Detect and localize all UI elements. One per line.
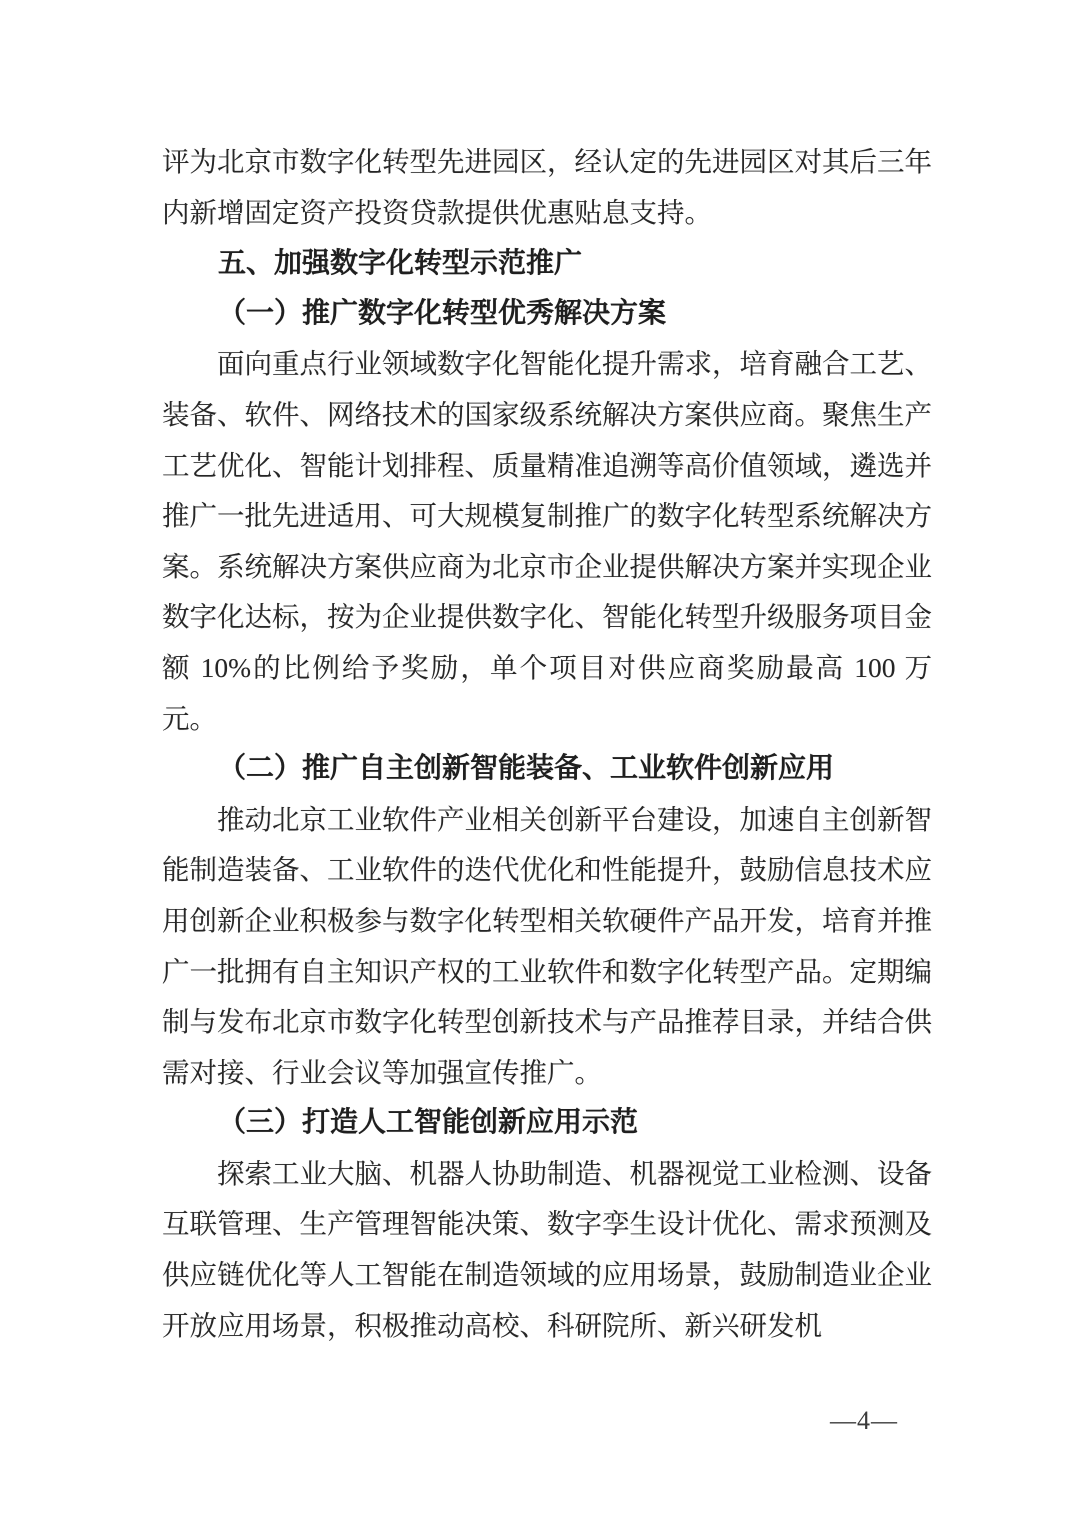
paragraph-solution-promotion: 面向重点行业领域数字化智能化提升需求，培育融合工艺、装备、软件、网络技术的国家级系统解决方案供应商。聚焦生产工艺优化、智能计划排程、质量精准追溯等高价值领域，遴选并推广一批先进适用、可大规模复制推广的数字化转型系统解决方案。系统解决方案供应商为北京市企业提供解决方案并实现企业数字化达标，按为企业提供数字化、智能化转型升级服务项目金额 10%的比例给予奖励，单个项目对供应商奖励最高 100 万元。 — [162, 348, 932, 734]
paragraph-industrial-software: 推动北京工业软件产业相关创新平台建设，加速自主创新智能制造装备、工业软件的迭代优化和性能提升，鼓励信息技术应用创新企业积极参与数字化转型相关软硬件产品开发，培育并推广一批拥有自主知识产权的工业软件和数字化转型产品。定期编制与发布北京市数字化转型创新技术与产品推荐目录，并结合供需对接、行业会议等加强宣传推广。 — [162, 803, 932, 1088]
subsection-heading-2: （二）推广自主创新智能装备、工业软件创新应用 — [218, 753, 835, 785]
subsection-heading-3: （三）打造人工智能创新应用示范 — [218, 1107, 639, 1139]
paragraph-continuation: 评为北京市数字化转型先进园区，经认定的先进园区对其后三年内新增固定资产投资贷款提供优惠贴息支持。 — [162, 146, 932, 228]
paragraph-ai-application: 探索工业大脑、机器人协助制造、机器视觉工业检测、设备互联管理、生产管理智能决策、数字孪生设计优化、需求预测及供应链优化等人工智能在制造领域的应用场景，鼓励制造业企业开放应用场景，积极推动高校、科研院所、新兴研发机 — [162, 1157, 932, 1341]
subsection-heading-1: （一）推广数字化转型优秀解决方案 — [218, 297, 667, 329]
document-body — [162, 137, 932, 1351]
section-heading-5: 五、加强数字化转型示范推广 — [218, 247, 583, 279]
page-number: —4— — [830, 1406, 898, 1435]
